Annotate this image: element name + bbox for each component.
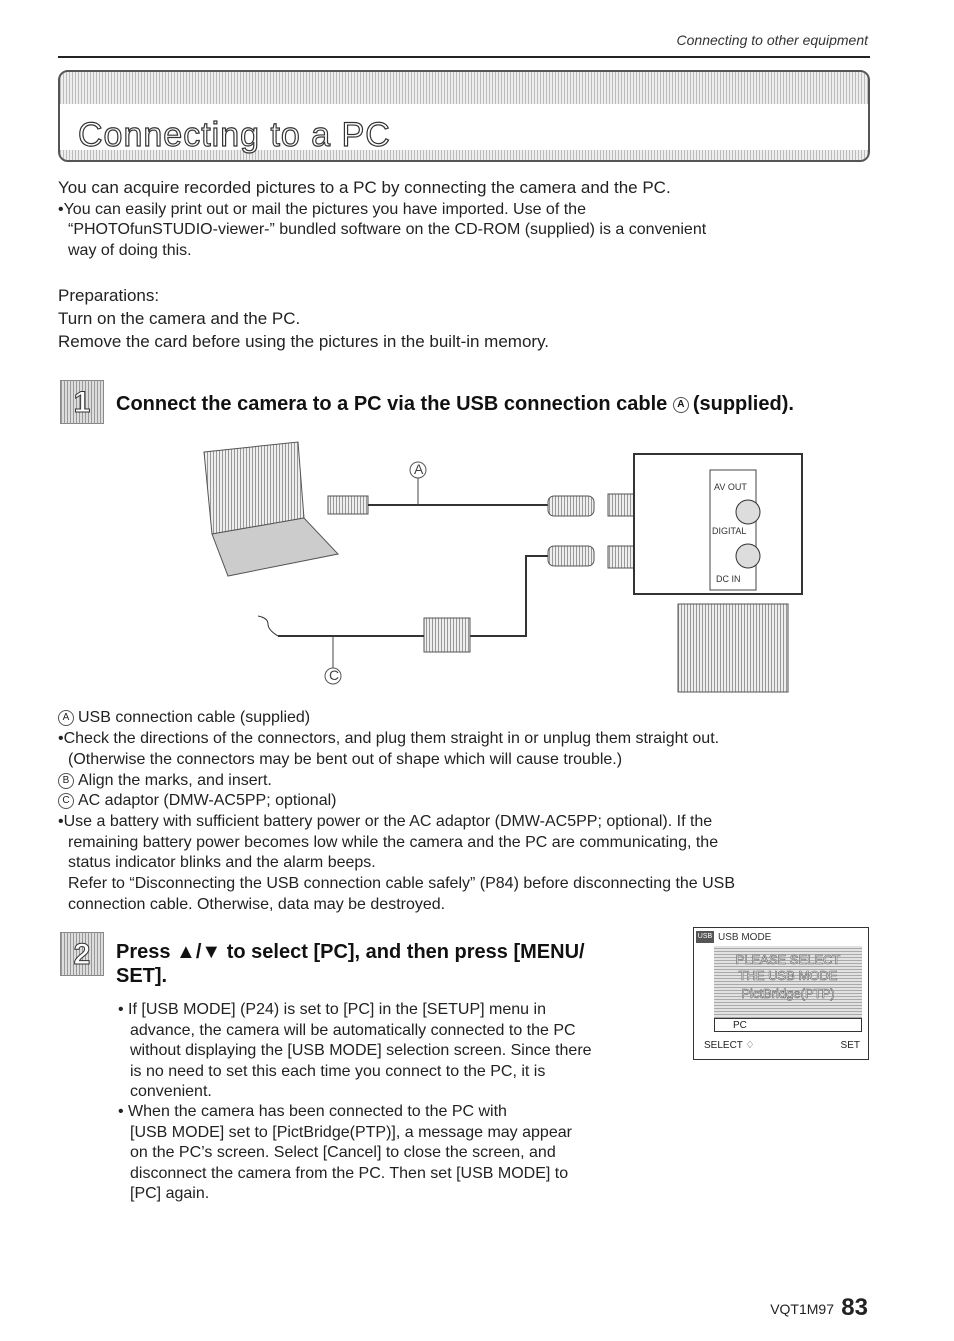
laptop-illustration bbox=[204, 442, 338, 576]
title-banner bbox=[58, 70, 870, 162]
step-2-bullet-1-line: • If [USB MODE] (P24) is set to [PC] in the [SETUP] menu in bbox=[118, 1001, 546, 1018]
note-bullet-2b: remaining battery power becomes low while the camera and the PC are communicating, the bbox=[68, 834, 719, 851]
step-1-heading-end: (supplied). bbox=[692, 393, 794, 415]
note-c bbox=[58, 791, 336, 812]
lcd-select-label: SELECT ♢ bbox=[704, 1040, 755, 1051]
dc-in-label: DC IN bbox=[716, 574, 741, 584]
preparations-label: Preparations: bbox=[58, 286, 160, 305]
note-b bbox=[58, 771, 272, 792]
preparations-line-2: Remove the card before using the pictures in the built-in memory. bbox=[58, 332, 550, 351]
note-marker-c: C bbox=[58, 793, 74, 809]
step-2-heading-line-2: SET]. bbox=[116, 965, 168, 987]
step-2-bullet-1-line: without displaying the [USB MODE] selection screen. Since there bbox=[130, 1042, 592, 1059]
header-rule bbox=[58, 56, 870, 58]
marker-a: A bbox=[673, 397, 689, 413]
document-code: VQT1M97 bbox=[770, 1301, 834, 1317]
usb-icon: USB bbox=[696, 931, 714, 943]
note-bullet-2d: Refer to “Disconnecting the USB connection cable safely” (P84) before disconnecting the USB bbox=[68, 875, 736, 892]
av-out-label: AV OUT bbox=[714, 482, 747, 492]
banner-texture bbox=[60, 72, 868, 104]
note-bullet-1a: •Check the directions of the connectors, and plug them straight in or unplug them straight out. bbox=[58, 730, 720, 747]
lcd-message-area bbox=[714, 946, 862, 1018]
step-2-bullet-1-line: advance, the camera will be automatically connected to the PC bbox=[130, 1021, 576, 1039]
step-1-badge: 1 bbox=[60, 380, 104, 424]
running-header: Connecting to other equipment bbox=[676, 32, 868, 48]
step-2-bullet-2-line: on the PC’s screen. Select [Cancel] to close the screen, and bbox=[130, 1144, 556, 1161]
note-a-text: USB connection cable (supplied) bbox=[78, 709, 311, 726]
lcd-line-1: PLEASE SELECT bbox=[735, 952, 841, 967]
digital-label: DIGITAL bbox=[712, 526, 747, 536]
step-1-heading bbox=[116, 392, 794, 416]
figure-label-a: A bbox=[414, 461, 424, 477]
note-a bbox=[58, 708, 310, 729]
step-2-bullet-2-line: disconnect the camera from the PC. Then set [USB MODE] to bbox=[130, 1164, 569, 1182]
note-c-text: AC adaptor (DMW-AC5PP; optional) bbox=[78, 792, 337, 809]
step-2-bullet-1-line: is no need to set this each time you connect to the PC, it is bbox=[130, 1062, 546, 1080]
note-bullet-1b: (Otherwise the connectors may be bent out of shape which will cause trouble.) bbox=[68, 751, 623, 768]
step-2-bullet-2-line: • When the camera has been connected to the PC with bbox=[118, 1103, 507, 1120]
step-2-bullet-2-line: [USB MODE] set to [PictBridge(PTP)], a message may appear bbox=[130, 1123, 572, 1141]
step-2-heading bbox=[116, 940, 585, 988]
note-bullet-2a: •Use a battery with sufficient battery power or the AC adaptor (DMW-AC5PP; optional). If the bbox=[58, 813, 713, 830]
note-marker-b: B bbox=[58, 773, 74, 789]
usb-connection-diagram bbox=[198, 438, 818, 698]
note-b-text: Align the marks, and insert. bbox=[78, 772, 272, 789]
usb-mode-screen bbox=[693, 927, 869, 1060]
page-title: Connecting to a PC bbox=[78, 116, 391, 154]
step-2-bullet-1-line: convenient. bbox=[130, 1083, 212, 1100]
lcd-option-pictbridge: PictBridge(PTP) bbox=[741, 986, 835, 1001]
figure-label-c: C bbox=[329, 667, 340, 683]
step-2-bullet-1 bbox=[118, 1000, 678, 1103]
lcd-set-label: SET bbox=[840, 1040, 860, 1051]
usb-plug-pc bbox=[328, 496, 548, 514]
page-number: 83 bbox=[841, 1294, 868, 1321]
intro-bullet-2: “PHOTOfunSTUDIO-viewer-” bundled software on the CD-ROM (supplied) is a convenient bbox=[68, 221, 707, 238]
preparations-line-1: Turn on the camera and the PC. bbox=[58, 309, 301, 328]
note-bullet-2c: status indicator blinks and the alarm beeps. bbox=[68, 854, 376, 871]
step-2-bullet-2 bbox=[118, 1102, 678, 1205]
intro-bullet-3: way of doing this. bbox=[68, 242, 192, 259]
intro-bullet: •You can easily print out or mail the pictures you have imported. Use of the bbox=[58, 201, 586, 218]
intro-line: You can acquire recorded pictures to a PC by connecting the camera and the PC. bbox=[58, 178, 671, 197]
note-bullet-2e: connection cable. Otherwise, data may be destroyed. bbox=[68, 896, 446, 913]
lcd-title: USB MODE bbox=[718, 932, 772, 943]
lcd-line-2: THE USB MODE bbox=[738, 968, 838, 983]
ferrite-core bbox=[548, 496, 594, 516]
dc-cable bbox=[258, 546, 678, 652]
camera-illustration bbox=[634, 454, 802, 692]
note-marker-a: A bbox=[58, 710, 74, 726]
step-2-bullet-2-line: [PC] again. bbox=[130, 1185, 210, 1202]
step-2-heading-line-1: Press ▲/▼ to select [PC], and then press [MENU/ bbox=[116, 941, 585, 963]
step-1-heading-text: Connect the camera to a PC via the USB connection cable bbox=[116, 393, 668, 415]
step-2-badge: 2 bbox=[60, 932, 104, 976]
lcd-option-pc: PC bbox=[714, 1018, 862, 1032]
lcd-footer bbox=[704, 1040, 860, 1051]
